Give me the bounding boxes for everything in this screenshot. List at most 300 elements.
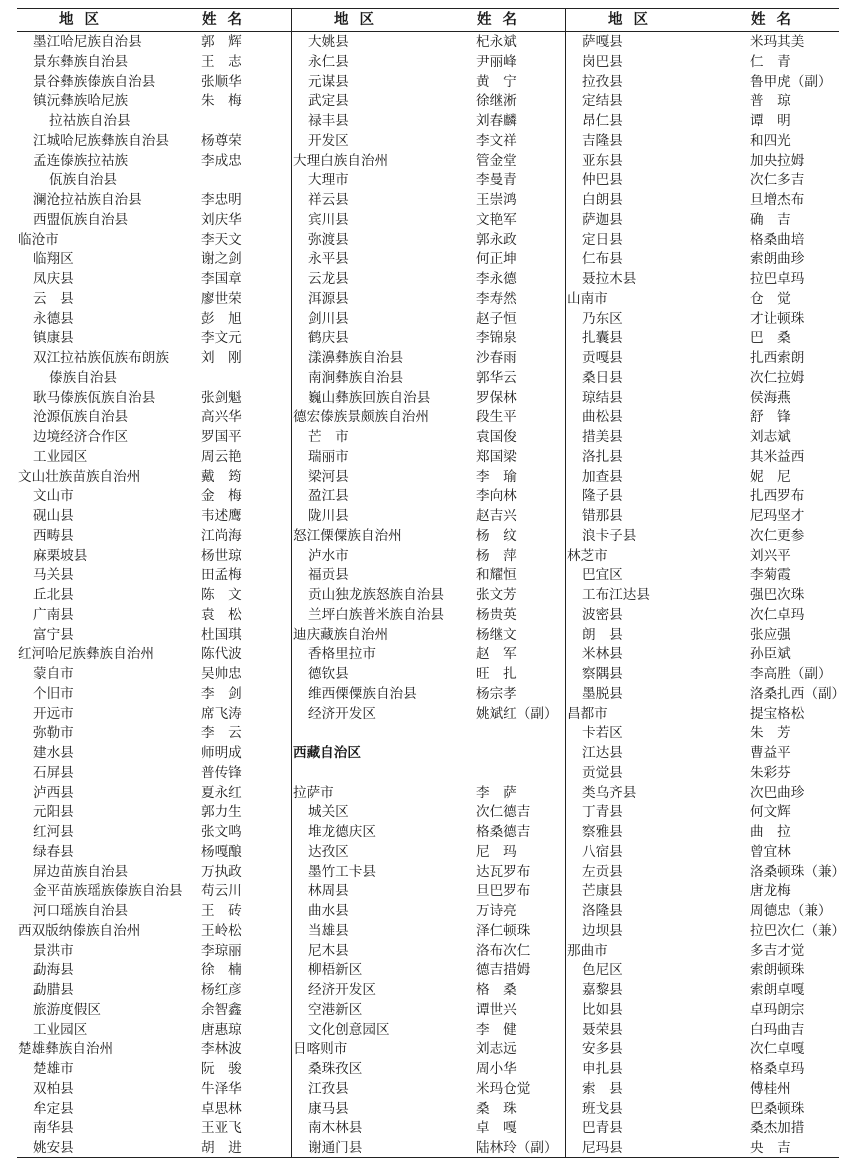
table-row: [292, 152, 566, 172]
name-cell: 次仁拉姆: [750, 369, 805, 386]
region-cell: 边坝县: [582, 922, 623, 939]
table-row: [17, 961, 291, 981]
region-cell: 边境经济合作区: [33, 429, 129, 445]
name-cell: 李成忠: [201, 152, 242, 169]
name-cell: 周云艳: [201, 448, 242, 465]
table-row: [566, 112, 840, 132]
region-cell: 安多县: [582, 1041, 623, 1058]
name-cell: 普 琼: [750, 93, 791, 110]
name-cell: 杨世琼: [201, 547, 242, 564]
name-cell: 袁国俊: [476, 429, 517, 445]
region-cell: 武定县: [308, 93, 349, 110]
table-row: [566, 1119, 840, 1139]
table-row: [566, 942, 840, 962]
name-cell: 杨 萍: [476, 547, 517, 564]
region-cell: 芒 市: [308, 429, 349, 445]
table-row: [566, 566, 840, 586]
name-cell: 普传锋: [201, 764, 242, 781]
table-row: [566, 961, 840, 981]
name-cell: 黄 宁: [476, 73, 517, 90]
table-row: [17, 1080, 291, 1100]
table-row: [292, 1040, 566, 1060]
name-cell: 李曼青: [476, 172, 517, 189]
table-row: [292, 922, 566, 942]
column-header: [566, 9, 840, 31]
table-row: [17, 645, 291, 665]
column-rows: [17, 33, 291, 1159]
region-cell: 云龙县: [308, 271, 349, 287]
name-cell: 万诗亮: [476, 903, 517, 919]
region-cell: 曲水县: [308, 903, 349, 919]
table-row: [292, 566, 566, 586]
region-cell: 永仁县: [308, 53, 349, 70]
region-cell: 措美县: [582, 429, 623, 445]
table-row: [566, 507, 840, 527]
region-cell: 昂仁县: [582, 113, 623, 129]
name-cell: 陆林玲（副）: [476, 1140, 558, 1156]
table-row: [292, 250, 566, 270]
region-cell: 大理市: [308, 172, 349, 189]
region-cell: 仁布县: [582, 251, 623, 268]
name-cell: 徐继淅: [476, 93, 517, 110]
region-cell: 墨竹工卡县: [308, 863, 376, 880]
region-cell: 工布江达县: [582, 587, 650, 603]
region-cell: 维西傈僳族自治县: [308, 685, 417, 702]
region-cell: 宾川县: [308, 211, 349, 228]
name-cell: 田孟梅: [201, 567, 242, 584]
region-cell: 佤族自治县: [49, 172, 117, 189]
table-row: [566, 902, 840, 922]
region-cell: 那曲市: [567, 942, 608, 959]
name-cell: 索朗曲珍: [750, 251, 805, 268]
table-row: [292, 329, 566, 349]
table-row: [17, 1040, 291, 1060]
region-cell: 文化创意园区: [308, 1021, 390, 1038]
table-row: [17, 468, 291, 488]
name-cell: 加央拉姆: [750, 152, 805, 169]
name-cell: 和四光: [750, 132, 791, 149]
table-row: [17, 823, 291, 843]
table-row: [292, 468, 566, 488]
name-cell: 何文辉: [750, 804, 791, 821]
region-cell: 江达县: [582, 745, 623, 761]
name-cell: 李向林: [476, 488, 517, 505]
region-cell: 开发区: [308, 132, 349, 149]
table-row: [17, 922, 291, 942]
region-cell: 申扎县: [582, 1061, 623, 1077]
name-cell: 确 吉: [750, 211, 791, 228]
table-row: [17, 527, 291, 547]
table-row: [17, 744, 291, 764]
region-cell: 浪卡子县: [582, 527, 637, 544]
name-cell: 李 健: [476, 1021, 517, 1038]
table-row: [292, 606, 566, 626]
region-cell: 大理白族自治州: [293, 152, 389, 169]
name-cell: 李天文: [201, 231, 242, 248]
table-row: [566, 53, 840, 73]
table-row: [17, 843, 291, 863]
name-cell: 张剑魁: [201, 389, 242, 406]
name-cell: 唐惠琼: [201, 1021, 242, 1038]
table-row: [292, 290, 566, 310]
region-cell: 怒江傈僳族自治州: [293, 527, 402, 544]
region-cell: 乃东区: [582, 310, 623, 327]
name-cell: 周小华: [476, 1061, 517, 1077]
region-cell: 西畴县: [33, 527, 74, 544]
region-cell: 朗 县: [582, 626, 623, 643]
region-cell: 牟定县: [33, 1100, 74, 1117]
name-cell: 徐 楠: [201, 962, 242, 979]
table-row: [292, 1060, 566, 1080]
name-cell: 卓 嘎: [476, 1120, 517, 1137]
table-row: [292, 191, 566, 211]
table-row: [292, 487, 566, 507]
name-cell: 杞永斌: [476, 34, 517, 50]
name-cell: 孙臣斌: [750, 646, 791, 663]
name-cell: 沙春雨: [476, 350, 517, 366]
name-cell: 鲁甲虎（副）: [750, 73, 832, 90]
name-cell: 吴帅忠: [201, 666, 242, 682]
region-header: 地区: [334, 11, 385, 28]
name-cell: 杨红彦: [201, 982, 242, 998]
region-cell: 巴青县: [582, 1120, 623, 1137]
name-cell: 旺 扎: [476, 666, 517, 682]
name-cell: 和耀恒: [476, 567, 517, 584]
table-row: [566, 665, 840, 685]
name-cell: 格 桑: [476, 982, 517, 998]
table-row: [566, 250, 840, 270]
section-heading: 西藏自治区: [293, 745, 361, 761]
table-row: [566, 191, 840, 211]
table-row: [566, 1060, 840, 1080]
table-row: [17, 626, 291, 646]
name-cell: 杨贵英: [476, 606, 517, 623]
table-row: [566, 803, 840, 823]
table-row: [566, 705, 840, 725]
region-cell: 云 县: [33, 290, 74, 307]
table-row: [17, 1021, 291, 1041]
region-cell: 扎囊县: [582, 330, 623, 347]
region-cell: 白朗县: [582, 192, 623, 208]
name-cell: 戴 筠: [201, 468, 242, 485]
table-row: [292, 428, 566, 448]
region-cell: 丁青县: [582, 804, 623, 821]
name-cell: 杜国琪: [201, 626, 242, 643]
name-cell: 刘兴平: [750, 547, 791, 564]
region-cell: 南涧彝族自治县: [308, 369, 404, 386]
table-row: [566, 270, 840, 290]
region-cell: 当雄县: [308, 922, 349, 939]
table-row: [292, 705, 566, 725]
name-cell: 彭 旭: [201, 310, 242, 327]
region-cell: 楚雄彝族自治州: [18, 1041, 114, 1058]
name-cell: 席飞涛: [201, 705, 242, 722]
name-cell: 刘志斌: [750, 429, 791, 445]
region-cell: 岗巴县: [582, 53, 623, 70]
name-cell: 卓思林: [201, 1100, 242, 1117]
region-cell: 绿春县: [33, 843, 74, 860]
region-cell: 左贡县: [582, 863, 623, 880]
column-rows: [566, 33, 846, 1159]
name-cell: 洛布次仁: [476, 942, 531, 959]
region-cell: 红河哈尼族彝族自治州: [18, 646, 154, 663]
region-cell: 昌都市: [567, 705, 608, 722]
region-cell: 西盟佤族自治县: [33, 211, 129, 228]
name-cell: 王亚飞: [201, 1120, 242, 1137]
name-cell: 张文鸣: [201, 824, 242, 840]
table-row: [292, 803, 566, 823]
table-row: [17, 863, 291, 883]
name-cell: 舒 锋: [750, 409, 791, 426]
name-cell: 李 瑜: [476, 468, 517, 485]
region-cell: 永平县: [308, 251, 349, 268]
table-row: [566, 527, 840, 547]
table-row: [566, 645, 840, 665]
table-row: [566, 1021, 840, 1041]
table-row: [17, 369, 291, 389]
name-cell: 次巴曲珍: [750, 784, 805, 801]
region-cell: 达孜区: [308, 843, 349, 860]
table-row: [292, 744, 566, 764]
name-cell: 扎西罗布: [750, 488, 805, 505]
region-cell: 江城哈尼族彝族自治县: [33, 132, 169, 149]
table-row: [566, 547, 840, 567]
table-row: [566, 1100, 840, 1120]
name-cell: 尼玛坚才: [750, 508, 805, 524]
name-cell: 袁 松: [201, 606, 242, 623]
region-cell: 林周县: [308, 883, 349, 900]
name-cell: 杨宗孝: [476, 685, 517, 702]
table-row: [566, 1080, 840, 1100]
table-row: [292, 112, 566, 132]
name-cell: 罗国平: [201, 429, 242, 445]
name-cell: 才让顿珠: [750, 310, 805, 327]
table-row: [566, 843, 840, 863]
region-cell: 尼玛县: [582, 1140, 623, 1156]
name-cell: 次仁更参: [750, 527, 805, 544]
region-cell: 德宏傣族景颇族自治州: [293, 409, 429, 426]
table-row: [292, 863, 566, 883]
region-cell: 盈江县: [308, 488, 349, 505]
table-row: [566, 626, 840, 646]
table-row: [17, 586, 291, 606]
table-row: [17, 428, 291, 448]
table-row: [292, 73, 566, 93]
name-cell: 姚斌红（副）: [476, 705, 558, 722]
table-row: [17, 408, 291, 428]
name-cell: 杨继文: [476, 626, 517, 643]
region-cell: 澜沧拉祜族自治县: [33, 192, 142, 208]
table-row: [292, 270, 566, 290]
region-cell: 瑞丽市: [308, 448, 349, 465]
table-row: [292, 665, 566, 685]
name-cell: 巴 桑: [750, 330, 791, 347]
table-row: [292, 882, 566, 902]
region-cell: 南华县: [33, 1120, 74, 1137]
region-cell: 德钦县: [308, 666, 349, 682]
name-cell: 赵吉兴: [476, 508, 517, 524]
name-cell: 尹丽峰: [476, 53, 517, 70]
name-header: 姓名: [477, 11, 528, 28]
table-row: [566, 211, 840, 231]
name-cell: 格桑曲培: [750, 231, 805, 248]
table-row: [17, 132, 291, 152]
name-cell: 李 剑: [201, 685, 242, 702]
name-cell: 李高胜（副）: [750, 666, 832, 682]
table-row: [17, 1139, 291, 1159]
table-row: [566, 231, 840, 251]
name-cell: 高兴华: [201, 409, 242, 426]
region-cell: 察隅县: [582, 666, 623, 682]
table-row: [566, 764, 840, 784]
table-row: [292, 92, 566, 112]
name-cell: 扎西索朗: [750, 350, 805, 366]
name-cell: 张顺华: [201, 73, 242, 90]
table-row: [566, 784, 840, 804]
table-row: [17, 250, 291, 270]
table-row: [566, 171, 840, 191]
name-cell: 次仁卓嘎: [750, 1041, 805, 1058]
table-row: [292, 586, 566, 606]
column-header: [292, 9, 566, 31]
region-cell: 聂荣县: [582, 1021, 623, 1038]
region-cell: 金平苗族瑶族傣族自治县: [33, 883, 183, 900]
table-row: [566, 685, 846, 705]
name-cell: 谢之剑: [201, 251, 242, 268]
name-cell: 旦增杰布: [750, 192, 805, 208]
region-cell: 米林县: [582, 646, 623, 663]
table-row: [566, 606, 840, 626]
table-row: [292, 408, 566, 428]
name-cell: 德吉措姆: [476, 962, 531, 979]
table-row: [17, 724, 291, 744]
region-cell: 临沧市: [18, 231, 59, 248]
region-cell: 丘北县: [33, 587, 74, 603]
name-cell: 巴桑顿珠: [750, 1100, 805, 1117]
region-cell: 芒康县: [582, 883, 623, 900]
region-cell: 鹤庆县: [308, 330, 349, 347]
name-cell: 曾宜林: [750, 843, 791, 860]
name-cell: 妮 尼: [750, 468, 791, 485]
region-cell: 勐腊县: [33, 982, 74, 998]
name-cell: 王崇鸿: [476, 192, 517, 208]
name-cell: 尼 玛: [476, 843, 517, 860]
region-cell: 定日县: [582, 231, 623, 248]
table-row: [292, 626, 566, 646]
region-cell: 砚山县: [33, 508, 74, 524]
table-row: [17, 705, 291, 725]
table-row: [292, 1119, 566, 1139]
table-row: [17, 1100, 291, 1120]
name-cell: 次仁多吉: [750, 172, 805, 189]
table-row: [17, 547, 291, 567]
table-row: [292, 961, 566, 981]
name-cell: 管金堂: [476, 152, 517, 169]
region-cell: 个旧市: [33, 685, 74, 702]
table-row: [17, 53, 291, 73]
table-row: [17, 448, 291, 468]
name-cell: 郑国梁: [476, 448, 517, 465]
table-row: [292, 1021, 566, 1041]
table-row: [292, 211, 566, 231]
table-row: [292, 942, 566, 962]
name-cell: 苟云川: [201, 883, 242, 900]
name-cell: 李锦泉: [476, 330, 517, 347]
table-row: [17, 211, 291, 231]
name-cell: 刘庆华: [201, 211, 242, 228]
table-row: [17, 665, 291, 685]
region-cell: 景谷彝族傣族自治县: [33, 73, 156, 90]
name-cell: 央 吉: [750, 1140, 791, 1156]
table-row: [17, 33, 291, 53]
region-cell: 仲巴县: [582, 172, 623, 189]
table-row: [292, 685, 566, 705]
table-row: [17, 329, 291, 349]
region-cell: 巍山彝族回族自治县: [308, 389, 431, 406]
table-row: [17, 152, 291, 172]
table-row: [292, 33, 566, 53]
table-row: [17, 803, 291, 823]
table-row: [17, 942, 291, 962]
region-cell: 旅游度假区: [33, 1001, 101, 1018]
name-cell: 曲 拉: [750, 824, 791, 840]
region-cell: 红河县: [33, 824, 74, 840]
column-rows: [292, 33, 566, 1159]
name-cell: 索朗卓嘎: [750, 982, 805, 998]
region-cell: 贡嘎县: [582, 350, 623, 366]
name-cell: 李忠明: [201, 192, 242, 208]
region-cell: 类乌齐县: [582, 784, 637, 801]
region-cell: 景洪市: [33, 942, 74, 959]
name-cell: 强巴次珠: [750, 587, 805, 603]
region-cell: 泸水市: [308, 547, 349, 564]
name-cell: 郭华云: [476, 369, 517, 386]
name-cell: 王 志: [201, 53, 242, 70]
region-cell: 双柏县: [33, 1080, 74, 1097]
region-cell: 聂拉木县: [582, 271, 637, 287]
region-cell: 耿马傣族佤族自治县: [33, 389, 156, 406]
region-cell: 索 县: [582, 1080, 623, 1097]
region-cell: 察雅县: [582, 824, 623, 840]
region-cell: 洛扎县: [582, 448, 623, 465]
name-cell: 白玛曲吉: [750, 1021, 805, 1038]
name-cell: 杨 纹: [476, 527, 517, 544]
name-header: 姓名: [202, 11, 253, 28]
region-cell: 萨嘎县: [582, 34, 623, 50]
table-row: [17, 290, 291, 310]
table-row: [566, 487, 840, 507]
table-row: [292, 53, 566, 73]
region-header: 地区: [608, 11, 659, 28]
table-row: [17, 389, 291, 409]
region-cell: 尼木县: [308, 942, 349, 959]
name-cell: 李文祥: [476, 132, 517, 149]
name-cell: 郭力生: [201, 804, 242, 821]
table-row: [566, 448, 840, 468]
region-cell: 桑珠孜区: [308, 1061, 363, 1077]
name-cell: 段生平: [476, 409, 517, 426]
region-cell: 梁河县: [308, 468, 349, 485]
name-cell: 侯海燕: [750, 389, 791, 406]
name-cell: 曹益平: [750, 745, 791, 761]
table-row: [566, 33, 840, 53]
name-cell: 朱 芳: [750, 725, 791, 742]
table-row: [17, 1060, 291, 1080]
table-row: [17, 685, 291, 705]
table-row: [566, 468, 840, 488]
table-row: [292, 547, 566, 567]
region-cell: 墨脱县: [582, 685, 623, 702]
